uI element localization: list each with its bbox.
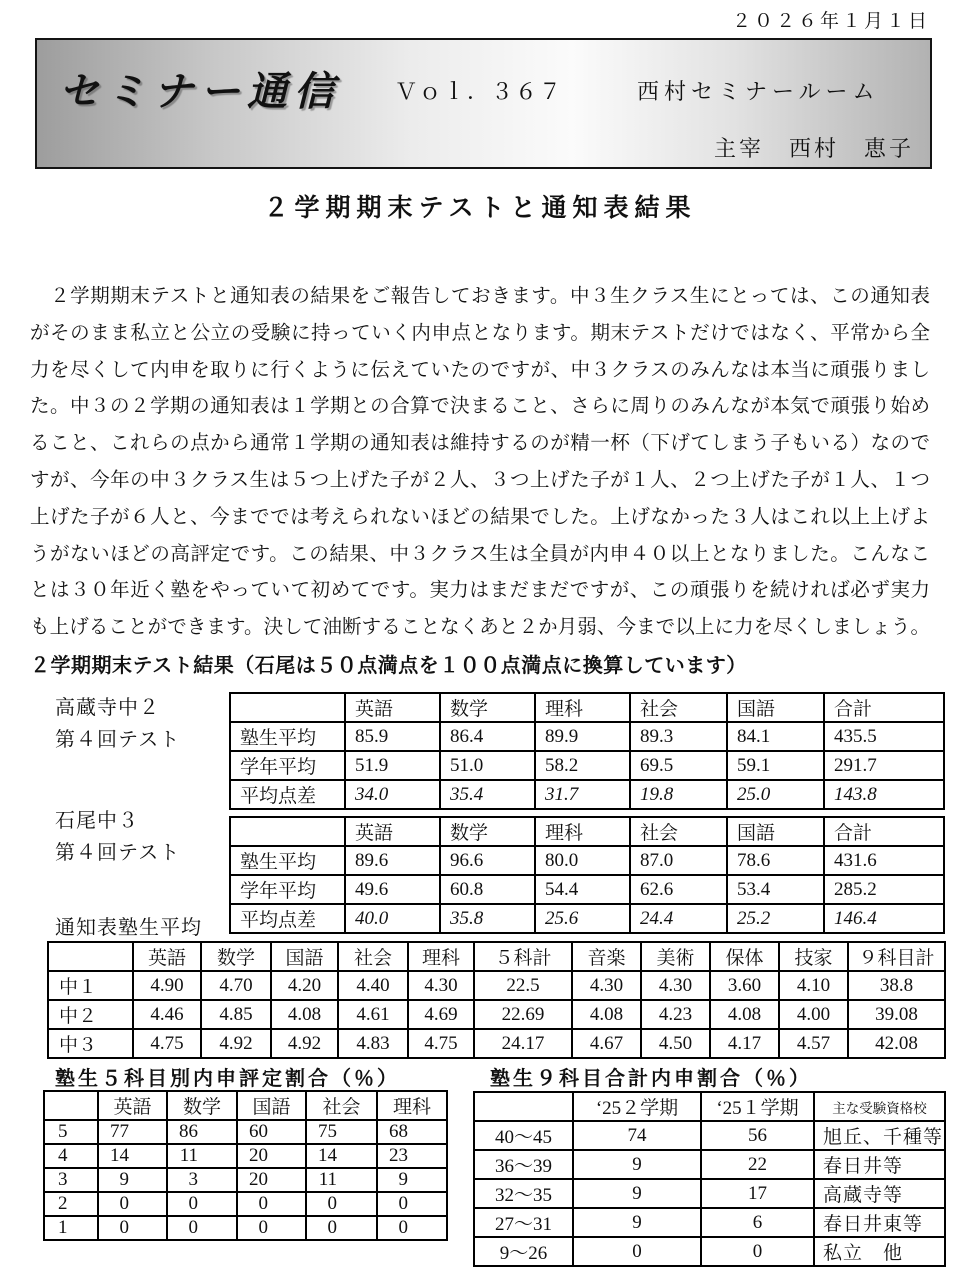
table-cell bbox=[98, 1120, 167, 1144]
column-header: 社会 bbox=[630, 693, 727, 722]
table-cell: 4.30 bbox=[641, 971, 710, 1000]
subject-rating-table bbox=[43, 1090, 448, 1241]
table-row bbox=[474, 1150, 945, 1179]
table-row bbox=[44, 1168, 447, 1192]
row-label: 27～31 bbox=[474, 1208, 573, 1237]
column-header: ‘25１学期 bbox=[701, 1092, 814, 1121]
table-cell: 74 bbox=[573, 1121, 701, 1150]
table-cell bbox=[167, 1120, 237, 1144]
row-label: 中３ bbox=[48, 1029, 133, 1058]
table-cell: 0 bbox=[701, 1237, 814, 1266]
table-cell bbox=[377, 1192, 447, 1216]
test-results-table-kozoji bbox=[229, 692, 945, 810]
table-cell: 146.4 bbox=[824, 904, 944, 933]
cell-value: 11 bbox=[179, 1145, 198, 1166]
table-cell: 35.8 bbox=[440, 904, 535, 933]
column-header: 理科 bbox=[535, 817, 630, 846]
table-cell: 56 bbox=[701, 1121, 814, 1150]
paragraph-line: すが、今年の中３クラス生は５つ上げた子が２人、３つ上げた子が１人、２つ上げた子が１人、１つ bbox=[30, 469, 930, 491]
table-cell: 38.8 bbox=[848, 971, 945, 1000]
header-row bbox=[230, 817, 944, 846]
row-label: 2 bbox=[44, 1192, 98, 1216]
table-cell bbox=[306, 1192, 377, 1216]
table-cell: 4.08 bbox=[710, 1000, 779, 1029]
table-cell: 4.46 bbox=[133, 1000, 201, 1029]
table-cell: 4.57 bbox=[779, 1029, 848, 1058]
cell-value: 0 bbox=[327, 1193, 337, 1214]
table-cell bbox=[306, 1216, 377, 1240]
table-cell: 85.9 bbox=[345, 722, 440, 751]
column-header: 国語 bbox=[727, 817, 824, 846]
cell-value: 0 bbox=[119, 1217, 129, 1238]
cell-value: 14 bbox=[318, 1145, 337, 1166]
table-cell bbox=[98, 1168, 167, 1192]
table-cell bbox=[377, 1216, 447, 1240]
total-rating-table bbox=[473, 1091, 946, 1267]
table-cell: 4.61 bbox=[338, 1000, 408, 1029]
cell-value: 20 bbox=[249, 1145, 268, 1166]
row-label: 4 bbox=[44, 1144, 98, 1168]
cell-value: 0 bbox=[398, 1217, 408, 1238]
column-header bbox=[44, 1091, 98, 1120]
column-header: 英語 bbox=[133, 942, 201, 971]
table-cell bbox=[237, 1144, 306, 1168]
cell-value: 0 bbox=[188, 1217, 198, 1238]
cell-value: 0 bbox=[327, 1217, 337, 1238]
table-row bbox=[48, 1000, 945, 1029]
column-header: 理科 bbox=[408, 942, 474, 971]
table-cell bbox=[377, 1144, 447, 1168]
table-cell: 59.1 bbox=[727, 751, 824, 780]
table-cell: 89.6 bbox=[345, 846, 440, 875]
cell-value: 11 bbox=[318, 1169, 337, 1190]
row-label: 40～45 bbox=[474, 1121, 573, 1150]
table-row bbox=[230, 780, 944, 809]
column-header bbox=[474, 1092, 573, 1121]
table-cell: 24.17 bbox=[474, 1029, 572, 1058]
column-header: 国語 bbox=[271, 942, 338, 971]
table-cell bbox=[167, 1216, 237, 1240]
cell-value: 60 bbox=[249, 1121, 268, 1142]
cell-value: 75 bbox=[318, 1121, 337, 1142]
table-cell: 53.4 bbox=[727, 875, 824, 904]
table-cell: 86.4 bbox=[440, 722, 535, 751]
column-header: 社会 bbox=[338, 942, 408, 971]
column-header: 社会 bbox=[306, 1091, 377, 1120]
table-row bbox=[230, 722, 944, 751]
table-cell: 19.8 bbox=[630, 780, 727, 809]
table-cell: 4.90 bbox=[133, 971, 201, 1000]
column-header: 英語 bbox=[98, 1091, 167, 1120]
cell-value: 3 bbox=[188, 1169, 198, 1190]
table-cell: 435.5 bbox=[824, 722, 944, 751]
table-cell: 旭丘、千種等 bbox=[814, 1121, 945, 1150]
table-row bbox=[474, 1237, 945, 1266]
table-cell: 285.2 bbox=[824, 875, 944, 904]
article-body bbox=[30, 279, 930, 647]
table-row bbox=[230, 904, 944, 933]
table-cell bbox=[237, 1168, 306, 1192]
table-cell: 34.0 bbox=[345, 780, 440, 809]
column-header: 国語 bbox=[727, 693, 824, 722]
paragraph-line: 力を尽くして内申を取りに行くように伝えていたのですが、中３クラスのみんなは本当に頑張りまし bbox=[30, 359, 930, 381]
report-card-section-title: 通知表塾生平均 bbox=[55, 917, 202, 939]
table-cell: 4.92 bbox=[201, 1029, 271, 1058]
paragraph-line: 上げた子が６人と、今まででは考えられないほどの結果でした。上げなかった３人はこれ以上上げよ bbox=[30, 506, 930, 528]
table-row bbox=[230, 846, 944, 875]
table-cell: 高蔵寺等 bbox=[814, 1179, 945, 1208]
subject-rating-table-title: 塾生５科目別内申評定割合（％） bbox=[55, 1068, 400, 1090]
paragraph-line: がそのまま私立と公立の受験に持っていく内申点となります。期末テストだけではなく、平常から全 bbox=[30, 322, 930, 344]
row-label: 学年平均 bbox=[230, 751, 345, 780]
row-label: 3 bbox=[44, 1168, 98, 1192]
paragraph-line: ２学期期末テストと通知表の結果をご報告しておきます。中３生クラス生にとっては、この通知表 bbox=[30, 286, 930, 307]
table-cell: 4.08 bbox=[572, 1000, 641, 1029]
table-row bbox=[44, 1216, 447, 1240]
report-card-average-table bbox=[47, 941, 946, 1059]
table-cell: 17 bbox=[701, 1179, 814, 1208]
table-cell: 62.6 bbox=[630, 875, 727, 904]
column-header: 数学 bbox=[440, 693, 535, 722]
table-cell: 4.69 bbox=[408, 1000, 474, 1029]
paragraph-line: ること、これらの点から通常１学期の通知表は維持するのが精一杯（下げてしまう子もいる）なので bbox=[30, 433, 930, 455]
table-cell: 0 bbox=[573, 1237, 701, 1266]
column-header: 保体 bbox=[710, 942, 779, 971]
table-cell: 89.3 bbox=[630, 722, 727, 751]
table-cell: 3.60 bbox=[710, 971, 779, 1000]
table-cell: 6 bbox=[701, 1208, 814, 1237]
table-cell: 51.9 bbox=[345, 751, 440, 780]
table-cell: 89.9 bbox=[535, 722, 630, 751]
table-cell: 4.50 bbox=[641, 1029, 710, 1058]
paragraph-line: も上げることができます。決して油断することなくあと２か月弱、今まで以上に力を尽くしましょう。 bbox=[30, 617, 930, 639]
table-cell bbox=[98, 1216, 167, 1240]
table-cell: 4.30 bbox=[408, 971, 474, 1000]
column-header: 英語 bbox=[345, 693, 440, 722]
newsletter-title: セミナー通信 bbox=[59, 69, 341, 114]
row-label: 5 bbox=[44, 1120, 98, 1144]
row-label: 平均点差 bbox=[230, 904, 345, 933]
volume-number: Ｖｏｌ．３６７ bbox=[395, 79, 564, 104]
table-cell: 40.0 bbox=[345, 904, 440, 933]
header-row bbox=[474, 1092, 945, 1121]
table-cell bbox=[167, 1192, 237, 1216]
table-cell: 4.30 bbox=[572, 971, 641, 1000]
table-cell: 60.8 bbox=[440, 875, 535, 904]
table-cell: 4.85 bbox=[201, 1000, 271, 1029]
cell-value: 0 bbox=[119, 1193, 129, 1214]
table-row bbox=[44, 1144, 447, 1168]
table-cell bbox=[237, 1216, 306, 1240]
table-cell: 春日井東等 bbox=[814, 1208, 945, 1237]
table-cell: 78.6 bbox=[727, 846, 824, 875]
table-cell: 35.4 bbox=[440, 780, 535, 809]
table-cell: 4.17 bbox=[710, 1029, 779, 1058]
table-cell bbox=[377, 1120, 447, 1144]
table-cell: 291.7 bbox=[824, 751, 944, 780]
table-row bbox=[44, 1192, 447, 1216]
test-results-table-ishio bbox=[229, 816, 945, 934]
table-cell: 24.4 bbox=[630, 904, 727, 933]
row-label: 32～35 bbox=[474, 1179, 573, 1208]
table-cell bbox=[306, 1144, 377, 1168]
row-label: 1 bbox=[44, 1216, 98, 1240]
table-cell: 49.6 bbox=[345, 875, 440, 904]
cell-value: 86 bbox=[179, 1121, 198, 1142]
table-cell: 春日井等 bbox=[814, 1150, 945, 1179]
table-cell: 4.75 bbox=[133, 1029, 201, 1058]
row-label: 塾生平均 bbox=[230, 846, 345, 875]
table-cell: 4.40 bbox=[338, 971, 408, 1000]
column-header: 音楽 bbox=[572, 942, 641, 971]
header-row bbox=[44, 1091, 447, 1120]
paragraph-line: とは３０年近く塾をやっていて初めてです。実力はまだまだですが、この頑張りを続ければ必ず実力 bbox=[30, 580, 930, 602]
cell-value: 23 bbox=[389, 1145, 408, 1166]
table-cell: 69.5 bbox=[630, 751, 727, 780]
table-cell: 22.5 bbox=[474, 971, 572, 1000]
table-cell: 私立 他 bbox=[814, 1237, 945, 1266]
column-header: 数学 bbox=[440, 817, 535, 846]
cell-value: 20 bbox=[249, 1169, 268, 1190]
table-cell: 4.75 bbox=[408, 1029, 474, 1058]
table-cell: 4.67 bbox=[572, 1029, 641, 1058]
table-cell: 4.08 bbox=[271, 1000, 338, 1029]
school-label-1-line1: 高蔵寺中２ bbox=[55, 697, 160, 719]
table-cell: 25.0 bbox=[727, 780, 824, 809]
column-header: 英語 bbox=[345, 817, 440, 846]
table-row bbox=[474, 1179, 945, 1208]
paragraph-line: た。中３の２学期の通知表は１学期との合算で決まること、さらに周りのみんなが本気で頑張り始め bbox=[30, 396, 930, 418]
table-cell: 9 bbox=[573, 1150, 701, 1179]
total-rating-table-title: 塾生９科目合計内申割合（％） bbox=[490, 1068, 812, 1090]
column-header: 国語 bbox=[237, 1091, 306, 1120]
table-cell: 431.6 bbox=[824, 846, 944, 875]
header-row bbox=[48, 942, 945, 971]
table-cell: 25.6 bbox=[535, 904, 630, 933]
column-header: 合計 bbox=[824, 817, 944, 846]
column-header: 理科 bbox=[377, 1091, 447, 1120]
school-label-1-line2: 第４回テスト bbox=[55, 729, 181, 751]
cell-value: 14 bbox=[110, 1145, 129, 1166]
table-row bbox=[230, 875, 944, 904]
cell-value: 9 bbox=[119, 1169, 129, 1190]
cell-value: 0 bbox=[188, 1193, 198, 1214]
table-row bbox=[230, 751, 944, 780]
table-cell bbox=[306, 1120, 377, 1144]
table-cell: 54.4 bbox=[535, 875, 630, 904]
row-label: 学年平均 bbox=[230, 875, 345, 904]
table-cell: 39.08 bbox=[848, 1000, 945, 1029]
article-heading: ２学期期末テストと通知表結果 bbox=[263, 195, 697, 222]
table-cell: 96.6 bbox=[440, 846, 535, 875]
table-cell: 22.69 bbox=[474, 1000, 572, 1029]
cell-value: 0 bbox=[398, 1193, 408, 1214]
table-row bbox=[48, 1029, 945, 1058]
table-cell bbox=[167, 1168, 237, 1192]
table-cell: 9 bbox=[573, 1208, 701, 1237]
row-label: 36～39 bbox=[474, 1150, 573, 1179]
row-label: 平均点差 bbox=[230, 780, 345, 809]
cell-value: 0 bbox=[258, 1217, 268, 1238]
row-label: 9～26 bbox=[474, 1237, 573, 1266]
column-header: 数学 bbox=[201, 942, 271, 971]
column-header: 主な受験資格校 bbox=[814, 1092, 945, 1121]
row-label: 塾生平均 bbox=[230, 722, 345, 751]
table-cell: 4.23 bbox=[641, 1000, 710, 1029]
column-header: ５科計 bbox=[474, 942, 572, 971]
table-cell: 42.08 bbox=[848, 1029, 945, 1058]
column-header bbox=[230, 817, 345, 846]
table-cell: 51.0 bbox=[440, 751, 535, 780]
paragraph-line: うがないほどの高評定です。この結果、中３クラス生は全員が内申４０以上となりました。こんなこ bbox=[30, 543, 930, 565]
table-cell: 4.83 bbox=[338, 1029, 408, 1058]
table-cell bbox=[306, 1168, 377, 1192]
column-header bbox=[48, 942, 133, 971]
table-cell: 25.2 bbox=[727, 904, 824, 933]
row-label: 中２ bbox=[48, 1000, 133, 1029]
header-row bbox=[230, 693, 944, 722]
table-cell: 22 bbox=[701, 1150, 814, 1179]
table-cell: 143.8 bbox=[824, 780, 944, 809]
table-cell bbox=[237, 1120, 306, 1144]
school-label-2-line2: 第４回テスト bbox=[55, 842, 181, 864]
cell-value: 68 bbox=[389, 1121, 408, 1142]
column-header: 合計 bbox=[824, 693, 944, 722]
table-cell bbox=[98, 1192, 167, 1216]
cell-value: 77 bbox=[110, 1121, 129, 1142]
masthead-banner bbox=[35, 38, 932, 169]
table-cell bbox=[237, 1192, 306, 1216]
column-header: ９科目計 bbox=[848, 942, 945, 971]
column-header: 数学 bbox=[167, 1091, 237, 1120]
issue-date: ２０２６年１月１日 bbox=[731, 11, 930, 32]
table-cell: 84.1 bbox=[727, 722, 824, 751]
organization-name: 西村セミナールーム bbox=[637, 79, 880, 104]
table-cell: 58.2 bbox=[535, 751, 630, 780]
table-row bbox=[474, 1121, 945, 1150]
table-cell: 87.0 bbox=[630, 846, 727, 875]
table-cell bbox=[98, 1144, 167, 1168]
table-row bbox=[48, 971, 945, 1000]
table-cell: 4.20 bbox=[271, 971, 338, 1000]
school-label-2-line1: 石尾中３ bbox=[55, 810, 139, 832]
table-cell: 80.0 bbox=[535, 846, 630, 875]
column-header bbox=[230, 693, 345, 722]
cell-value: 9 bbox=[398, 1169, 408, 1190]
column-header: 美術 bbox=[641, 942, 710, 971]
table-cell: 4.10 bbox=[779, 971, 848, 1000]
test-results-section-title: ２学期期末テスト結果（石尾は５０点満点を１００点満点に換算しています） bbox=[30, 655, 747, 677]
table-row bbox=[474, 1208, 945, 1237]
table-cell: 31.7 bbox=[535, 780, 630, 809]
table-row bbox=[44, 1120, 447, 1144]
table-cell: 4.92 bbox=[271, 1029, 338, 1058]
column-header: ‘25２学期 bbox=[573, 1092, 701, 1121]
table-cell: 4.00 bbox=[779, 1000, 848, 1029]
column-header: 社会 bbox=[630, 817, 727, 846]
table-cell bbox=[167, 1144, 237, 1168]
table-cell bbox=[377, 1168, 447, 1192]
author-name: 主宰 西村 恵子 bbox=[713, 136, 914, 161]
row-label: 中１ bbox=[48, 971, 133, 1000]
table-cell: 9 bbox=[573, 1179, 701, 1208]
cell-value: 0 bbox=[258, 1193, 268, 1214]
table-cell: 4.70 bbox=[201, 971, 271, 1000]
column-header: 理科 bbox=[535, 693, 630, 722]
column-header: 技家 bbox=[779, 942, 848, 971]
